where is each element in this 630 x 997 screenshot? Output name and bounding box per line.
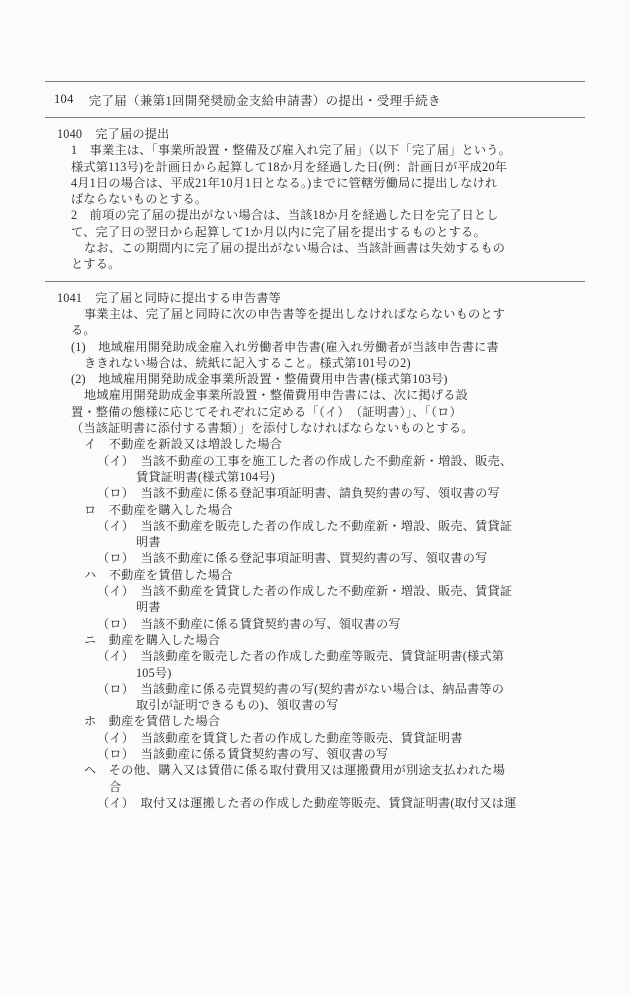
text-line: （ロ） 当該不動産に係る登記事項証明書、買契約書の写、領収書の写 bbox=[97, 551, 488, 566]
text-line: 明書 bbox=[136, 535, 161, 550]
text-line: 様式第113号)を計画日から起算して18か月を経過した日(例：計画日が平成20年 bbox=[71, 159, 508, 174]
text-line: ロ 不動産を購入した場合 bbox=[84, 502, 233, 517]
section-number: 1040 bbox=[57, 127, 83, 141]
text-line: なお、この期間内に完了届の提出がない場合は、当該計画書は失効するもの bbox=[84, 241, 506, 256]
text-line: （当該証明書に添付する書類）」を添付しなければならないものとする。 bbox=[71, 421, 474, 436]
section-heading bbox=[45, 126, 585, 142]
section-1040 bbox=[45, 118, 585, 281]
text-line: （イ） 当該不動産を賃貸した者の作成した不動産新・増設、販売、賃貸証 bbox=[97, 584, 513, 599]
text-line: 置・整備の態様に応じてそれぞれに定める「（イ） （証明書）」、「（ロ） bbox=[71, 404, 462, 419]
text-line: （イ） 当該不動産を販売した者の作成した不動産新・増設、販売、賃貸証 bbox=[97, 518, 513, 533]
section-heading bbox=[45, 290, 585, 306]
text-line: （ロ） 当該不動産に係る賃貸契約書の写、領収書の写 bbox=[97, 616, 401, 631]
text-line: 地域雇用開発助成金事業所設置・整備費用申告書には、次に掲げる設 bbox=[84, 388, 469, 403]
text-line: （イ） 取付又は運搬した者の作成した動産等販売、賃貸証明書(取付又は運 bbox=[97, 795, 517, 810]
document-body bbox=[45, 118, 585, 819]
text-line: 取引が証明できるもの)、領収書の写 bbox=[136, 698, 339, 713]
text-line: （イ） 当該動産を販売した者の作成した動産等販売、賃貸証明書(様式第 bbox=[97, 649, 505, 664]
text-line: 4月1日の場合は、平成21年10月1日となる。)までに管轄労働局に提出しなけれ bbox=[71, 175, 498, 190]
document-page bbox=[0, 81, 630, 819]
text-line: 賃貸証明書(様式第104号) bbox=[136, 469, 275, 484]
text-line: ばならないものとする。 bbox=[71, 192, 208, 207]
section-title: 完了届の提出 bbox=[95, 127, 170, 141]
text-line: 2 前項の完了届の提出がない場合は、当該18か月を経過した日を完了日とし bbox=[71, 208, 499, 223]
text-line: 明書 bbox=[136, 600, 161, 615]
text-line: ハ 不動産を賃借した場合 bbox=[84, 567, 233, 582]
text-line: （ロ） 当該動産に係る売買契約書の写(契約書がない場合は、納品書等の bbox=[97, 681, 505, 696]
text-line: ききれない場合は、続紙に記入すること。様式第101号の2) bbox=[84, 355, 411, 370]
page-header-title: 完了届（兼第1回開発奨励金支給申請書）の提出・受理手続き bbox=[88, 93, 441, 108]
text-line: 1 事業主は、「事業所設置・整備及び雇入れ完了届」（以下「完了届」という。 bbox=[71, 143, 512, 158]
text-line: イ 不動産を新設又は増設した場合 bbox=[84, 437, 283, 452]
page-header bbox=[45, 82, 585, 117]
text-line: (1) 地域雇用開発助成金雇入れ労働者申告書(雇入れ労働者が当該申告書に書 bbox=[71, 339, 499, 354]
text-line: 合 bbox=[109, 779, 122, 794]
text-line: ヘ その他、購入又は賃借に係る取付費用又は運搬費用が別途支払われた場 bbox=[84, 763, 506, 778]
section-number: 1041 bbox=[57, 290, 83, 305]
text-line: （ロ） 当該動産に係る賃貸契約書の写、領収書の写 bbox=[97, 746, 389, 761]
page-header-number: 104 bbox=[54, 92, 74, 106]
text-line: 105号) bbox=[136, 665, 172, 680]
text-line: て、完了日の翌日から起算して1か月以内に完了届を提出するものとする。 bbox=[71, 224, 486, 239]
section-title: 完了届と同時に提出する申告書等 bbox=[95, 290, 281, 305]
section-1041 bbox=[45, 282, 585, 820]
text-line: ホ 動産を賃借した場合 bbox=[84, 714, 221, 729]
text-line: ニ 動産を購入した場合 bbox=[84, 632, 221, 647]
text-line: 事業主は、完了届と同時に次の申告書等を提出しなければならないものとす bbox=[84, 306, 506, 321]
text-line: （イ） 当該動産を賃貸した者の作成した動産等販売、賃貸証明書 bbox=[97, 730, 463, 745]
text-line: る。 bbox=[71, 323, 96, 338]
text-line: （イ） 当該不動産の工事を施工した者の作成した不動産新・増設、販売、 bbox=[97, 453, 513, 468]
text-line: (2) 地域雇用開発助成金事業所設置・整備費用申告書(様式第103号) bbox=[71, 372, 448, 387]
text-line: （ロ） 当該不動産に係る登記事項証明書、請負契約書の写、領収書の写 bbox=[97, 486, 500, 501]
text-line: とする。 bbox=[71, 257, 121, 272]
